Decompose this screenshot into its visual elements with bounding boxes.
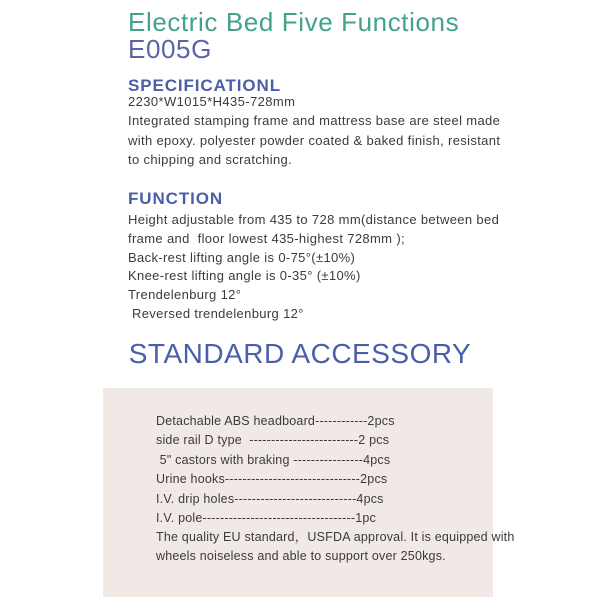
- function-line: Knee-rest lifting angle is 0-35° (±10%): [128, 268, 361, 284]
- accessory-item: 5" castors with braking ----------------4pcs: [156, 452, 391, 467]
- accessory-item: I.V. drip holes----------------------------4pcs: [156, 491, 384, 506]
- accessory-note-line: The quality EU standard，USFDA approval. It is equipped with: [156, 530, 515, 544]
- specification-description: [128, 111, 500, 170]
- accessory-item: Urine hooks-------------------------------2pcs: [156, 472, 388, 487]
- specification-description-line: Integrated stamping frame and mattress base are steel made: [128, 113, 501, 128]
- page-title: [128, 9, 459, 63]
- function-line: Height adjustable from 435 to 728 mm(distance between bed: [128, 212, 500, 227]
- accessory-item: side rail D type -------------------------2 pcs: [156, 433, 390, 448]
- function-line: Back-rest lifting angle is 0-75°(±10%): [128, 249, 356, 265]
- specification-description-line: to chipping and scratching.: [128, 152, 293, 167]
- accessory-heading: STANDARD ACCESSORY: [128, 338, 472, 369]
- function-line: frame and floor lowest 435-highest 728mm );: [128, 230, 405, 246]
- function-line: Reversed trendelenburg 12°: [128, 305, 304, 321]
- function-heading: FUNCTION: [128, 189, 224, 208]
- accessory-item: I.V. pole-----------------------------------1pc: [156, 511, 376, 526]
- specification-dimensions: 2230*W1015*H435-728mm: [128, 94, 296, 109]
- product-code: E005G: [128, 34, 212, 64]
- specification-heading: SPECIFICATIONL: [128, 76, 282, 95]
- product-title: Electric Bed Five Functions: [128, 7, 460, 37]
- specification-description-line: with epoxy. polyester powder coated & baked finish, resistant: [128, 132, 501, 148]
- function-line: Trendelenburg 12°: [128, 287, 242, 303]
- accessory-note: [156, 528, 515, 567]
- accessory-list: [156, 412, 395, 528]
- accessory-note-line: wheels noiseless and able to support over 250kgs.: [156, 549, 446, 564]
- accessory-box: [103, 388, 515, 597]
- accessory-item: Detachable ABS headboard------------2pcs: [156, 414, 395, 428]
- function-list: [128, 211, 499, 324]
